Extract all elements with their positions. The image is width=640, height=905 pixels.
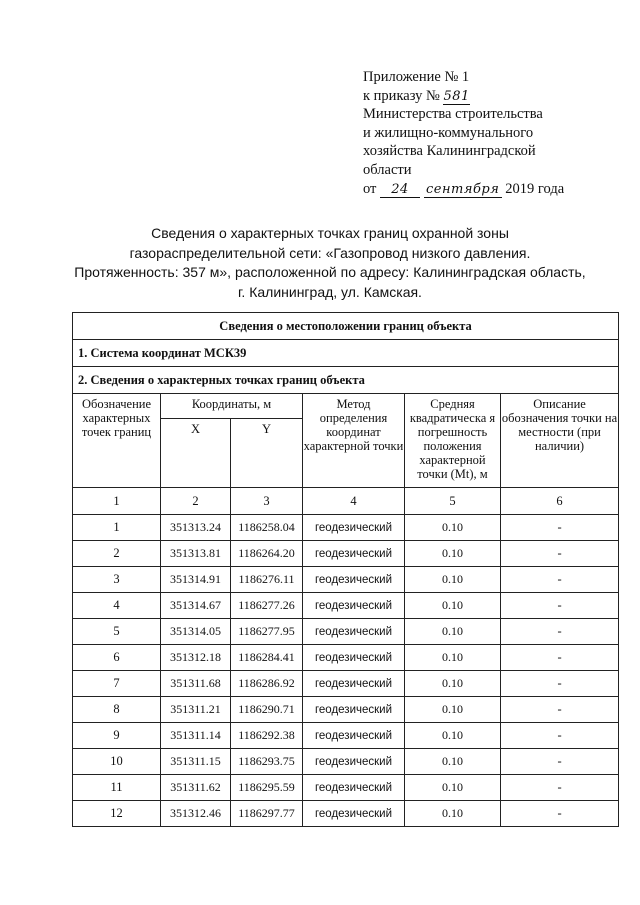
point-number-cell: 4 (73, 593, 161, 619)
point-number-cell: 3 (73, 567, 161, 593)
description-cell: - (501, 515, 619, 541)
order-date (363, 180, 613, 199)
date-day: 24 (380, 182, 420, 198)
point-number-cell: 1 (73, 515, 161, 541)
y-coordinate-cell: 1186286.92 (231, 671, 303, 697)
column-number: 2 (161, 488, 231, 515)
method-cell: геодезический (303, 567, 405, 593)
x-coordinate-cell: 351312.46 (161, 801, 231, 827)
table-row (73, 775, 619, 801)
method-cell: геодезический (303, 541, 405, 567)
y-coordinate-cell: 1186258.04 (231, 515, 303, 541)
table-row (73, 723, 619, 749)
header-coordinates: Координаты, м (161, 394, 303, 419)
order-number: 581 (443, 88, 470, 104)
table-row (73, 671, 619, 697)
header-description: Описание обозначения точки на местности (при наличии) (501, 394, 619, 488)
x-coordinate-cell: 351311.62 (161, 775, 231, 801)
table-row (73, 749, 619, 775)
column-number: 4 (303, 488, 405, 515)
error-cell: 0.10 (405, 567, 501, 593)
column-number: 3 (231, 488, 303, 515)
method-cell: геодезический (303, 697, 405, 723)
x-coordinate-cell: 351311.14 (161, 723, 231, 749)
description-cell: - (501, 775, 619, 801)
y-coordinate-cell: 1186292.38 (231, 723, 303, 749)
column-number-row (73, 488, 619, 515)
description-cell: - (501, 749, 619, 775)
y-coordinate-cell: 1186277.95 (231, 619, 303, 645)
x-coordinate-cell: 351311.21 (161, 697, 231, 723)
point-number-cell: 9 (73, 723, 161, 749)
coordinates-table (72, 312, 619, 827)
point-number-cell: 11 (73, 775, 161, 801)
description-cell: - (501, 567, 619, 593)
point-number-cell: 5 (73, 619, 161, 645)
x-coordinate-cell: 351314.67 (161, 593, 231, 619)
x-coordinate-cell: 351312.18 (161, 645, 231, 671)
error-cell: 0.10 (405, 697, 501, 723)
error-cell: 0.10 (405, 619, 501, 645)
x-coordinate-cell: 351314.91 (161, 567, 231, 593)
coordinate-system-row: 1. Система координат МСК39 (73, 340, 619, 367)
error-cell: 0.10 (405, 541, 501, 567)
y-coordinate-cell: 1186290.71 (231, 697, 303, 723)
error-cell: 0.10 (405, 515, 501, 541)
table-row (73, 619, 619, 645)
document-heading (60, 224, 600, 302)
point-number-cell: 10 (73, 749, 161, 775)
heading-line-2: газораспределительной сети: «Газопровод низкого давления. (129, 244, 531, 261)
table-title: Сведения о местоположении границ объекта (73, 313, 619, 340)
point-number-cell: 2 (73, 541, 161, 567)
order-reference (363, 87, 613, 106)
column-number: 5 (405, 488, 501, 515)
error-cell: 0.10 (405, 593, 501, 619)
ministry-line-1: Министерства строительства (363, 106, 543, 123)
y-coordinate-cell: 1186297.77 (231, 801, 303, 827)
x-coordinate-cell: 351314.05 (161, 619, 231, 645)
header-error: Средняя квадратическа я погрешность положения характерной точки (Mt), м (405, 394, 501, 488)
header-method: Метод определения координат характерной точки (303, 394, 405, 488)
header-designation: Обозначение характерных точек границ (73, 394, 161, 488)
error-cell: 0.10 (405, 645, 501, 671)
table-row (73, 697, 619, 723)
column-number: 6 (501, 488, 619, 515)
order-prefix: к приказу № (363, 87, 440, 104)
x-coordinate-cell: 351313.81 (161, 541, 231, 567)
description-cell: - (501, 619, 619, 645)
method-cell: геодезический (303, 749, 405, 775)
date-prefix: от (363, 180, 377, 197)
point-number-cell: 7 (73, 671, 161, 697)
table-row (73, 567, 619, 593)
description-cell: - (501, 801, 619, 827)
table-row (73, 593, 619, 619)
header-x: X (161, 419, 231, 488)
column-number: 1 (73, 488, 161, 515)
description-cell: - (501, 645, 619, 671)
method-cell: геодезический (303, 801, 405, 827)
method-cell: геодезический (303, 593, 405, 619)
y-coordinate-cell: 1186295.59 (231, 775, 303, 801)
method-cell: геодезический (303, 775, 405, 801)
point-number-cell: 8 (73, 697, 161, 723)
table-row (73, 541, 619, 567)
description-cell: - (501, 697, 619, 723)
heading-line-3: Протяженность: 357 м», расположенной по адресу: Калининградская область, (74, 264, 586, 280)
heading-line-4: г. Калининград, ул. Камская. (238, 283, 422, 300)
description-cell: - (501, 723, 619, 749)
table-row (73, 801, 619, 827)
description-cell: - (501, 541, 619, 567)
description-cell: - (501, 593, 619, 619)
method-cell: геодезический (303, 671, 405, 697)
method-cell: геодезический (303, 619, 405, 645)
method-cell: геодезический (303, 645, 405, 671)
method-cell: геодезический (303, 515, 405, 541)
table-row (73, 515, 619, 541)
y-coordinate-cell: 1186277.26 (231, 593, 303, 619)
x-coordinate-cell: 351311.15 (161, 749, 231, 775)
date-month: сентября (424, 182, 502, 198)
y-coordinate-cell: 1186284.41 (231, 645, 303, 671)
point-number-cell: 6 (73, 645, 161, 671)
appendix-block (363, 68, 613, 198)
header-y: Y (231, 419, 303, 488)
error-cell: 0.10 (405, 801, 501, 827)
date-suffix: 2019 года (505, 180, 565, 197)
x-coordinate-cell: 351311.68 (161, 671, 231, 697)
ministry-line-2: и жилищно-коммунального (363, 124, 534, 141)
appendix-title: Приложение № 1 (363, 69, 470, 85)
points-section-row: 2. Сведения о характерных точках границ объекта (73, 367, 619, 394)
x-coordinate-cell: 351313.24 (161, 515, 231, 541)
description-cell: - (501, 671, 619, 697)
y-coordinate-cell: 1186293.75 (231, 749, 303, 775)
heading-line-1: Сведения о характерных точках границ охранной зоны (151, 225, 509, 241)
error-cell: 0.10 (405, 749, 501, 775)
y-coordinate-cell: 1186276.11 (231, 567, 303, 593)
error-cell: 0.10 (405, 671, 501, 697)
table-row (73, 645, 619, 671)
y-coordinate-cell: 1186264.20 (231, 541, 303, 567)
point-number-cell: 12 (73, 801, 161, 827)
ministry-line-4: области (363, 161, 412, 178)
error-cell: 0.10 (405, 775, 501, 801)
method-cell: геодезический (303, 723, 405, 749)
ministry-line-3: хозяйства Калининградской (363, 143, 536, 160)
error-cell: 0.10 (405, 723, 501, 749)
